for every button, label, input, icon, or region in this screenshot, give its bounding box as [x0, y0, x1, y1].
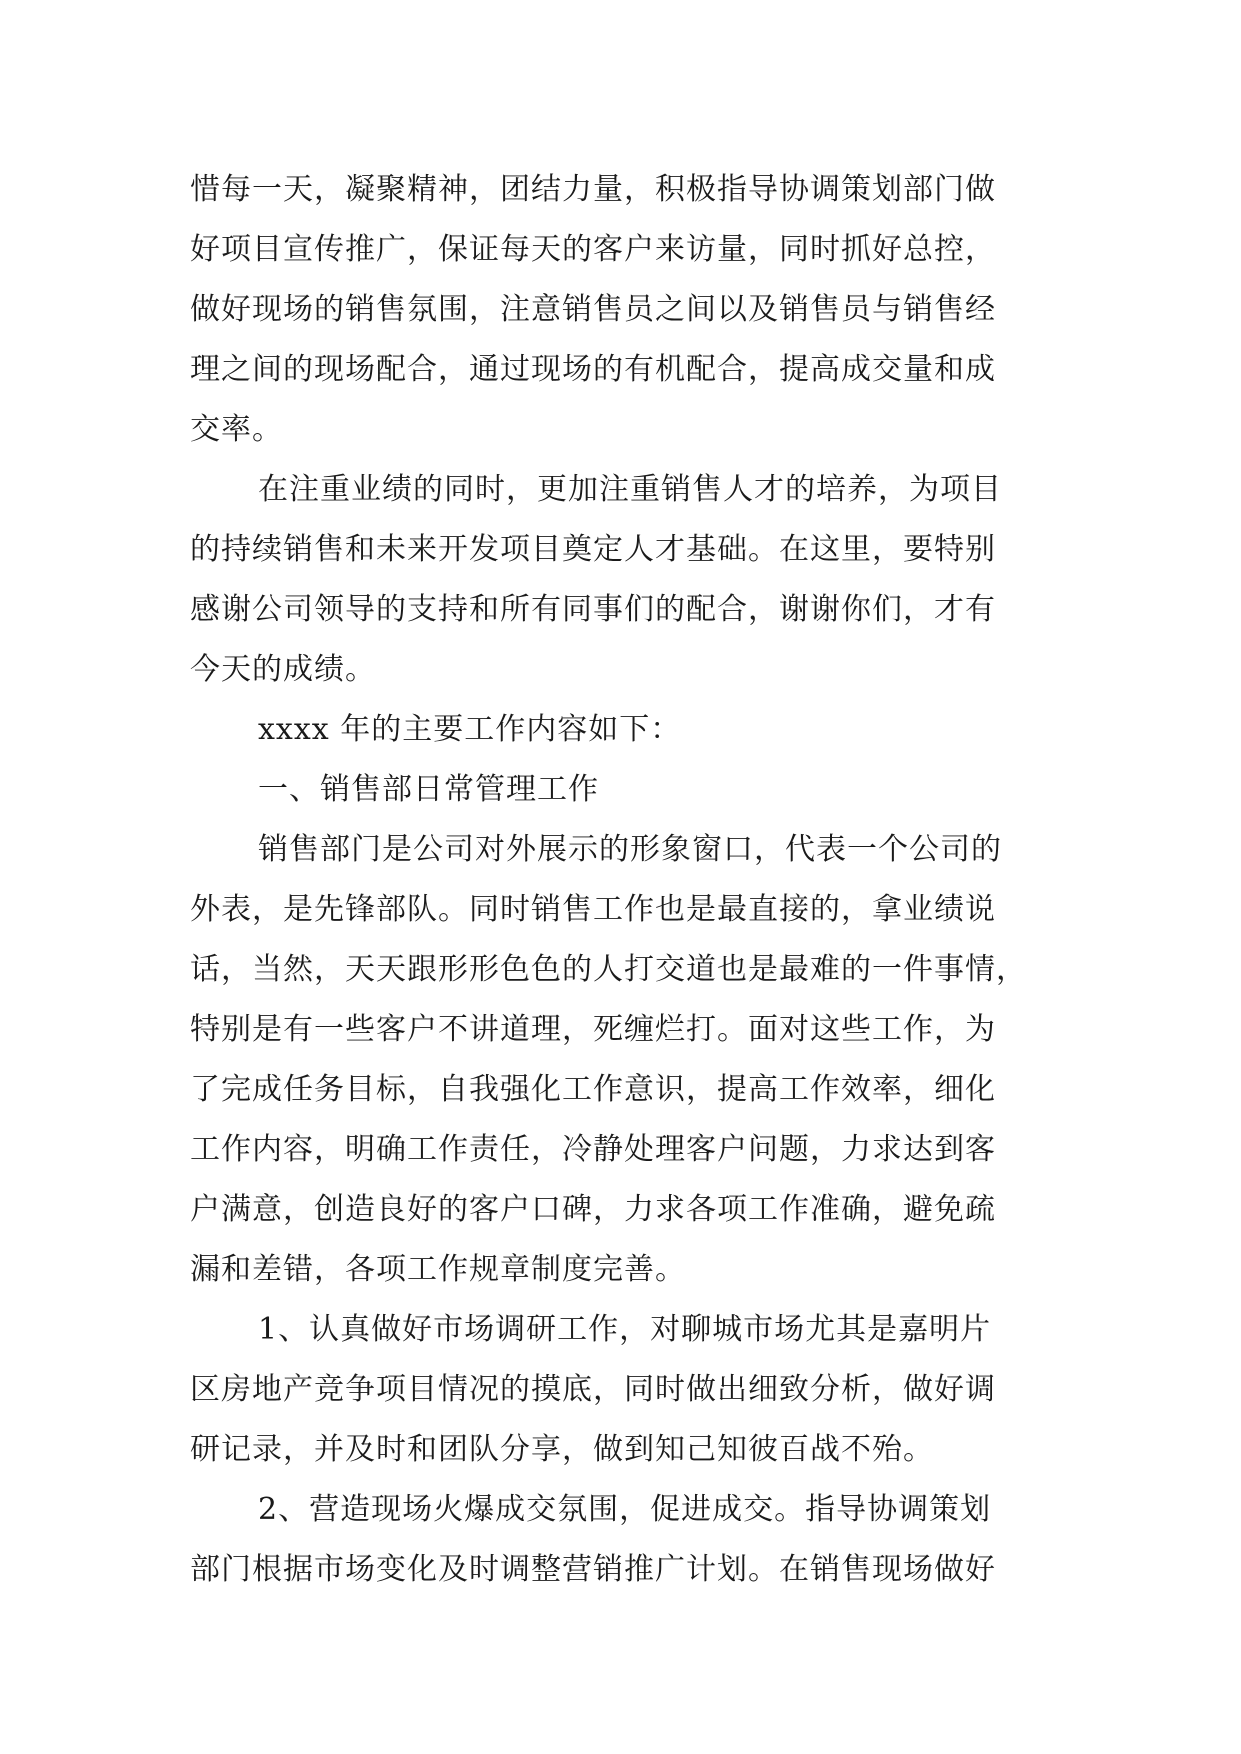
text-line: 交率。	[190, 412, 283, 447]
text-line: 话，当然，天天跟形形色色的人打交道也是最难的一件事情，	[190, 952, 1027, 987]
text-line: 区房地产竞争项目情况的摸底，同时做出细致分析，做好调	[190, 1372, 996, 1407]
text-line: 外表，是先锋部队。同时销售工作也是最直接的，拿业绩说	[190, 892, 996, 927]
paragraph-start-line: 销售部门是公司对外展示的形象窗口，代表一个公司的	[258, 832, 1002, 867]
text-line: 工作内容，明确工作责任，冷静处理客户问题，力求达到客	[190, 1132, 996, 1167]
text-line: 惜每一天，凝聚精神，团结力量，积极指导协调策划部门做	[190, 172, 996, 207]
text-line: 特别是有一些客户不讲道理，死缠烂打。面对这些工作，为	[190, 1012, 996, 1047]
text-line: 今天的成绩。	[190, 652, 376, 687]
text-line: 的持续销售和未来开发项目奠定人才基础。在这里，要特别	[190, 532, 996, 567]
document-body	[190, 160, 1050, 1600]
text-line: 漏和差错，各项工作规章制度完善。	[190, 1252, 686, 1287]
text-line: 感谢公司领导的支持和所有同事们的配合，谢谢你们，才有	[190, 592, 996, 627]
text-line: 好项目宣传推广，保证每天的客户来访量，同时抓好总控，	[190, 232, 996, 267]
list-item-start-line: 1、认真做好市场调研工作，对聊城市场尤其是嘉明片	[258, 1312, 992, 1347]
text-line: 理之间的现场配合，通过现场的有机配合，提高成交量和成	[190, 352, 996, 387]
text-line: 部门根据市场变化及时调整营销推广计划。在销售现场做好	[190, 1552, 996, 1587]
text-line: 户满意，创造良好的客户口碑，力求各项工作准确，避免疏	[190, 1192, 996, 1227]
text-line: 研记录，并及时和团队分享，做到知己知彼百战不殆。	[190, 1432, 934, 1467]
paragraph-start-line: 在注重业绩的同时，更加注重销售人才的培养，为项目	[258, 472, 1002, 507]
list-item-start-line: 2、营造现场火爆成交氛围，促进成交。指导协调策划	[258, 1492, 992, 1527]
section-intro-line: xxxx 年的主要工作内容如下：	[258, 712, 682, 747]
section-heading: 一、销售部日常管理工作	[258, 772, 599, 807]
text-line: 做好现场的销售氛围，注意销售员之间以及销售员与销售经	[190, 292, 996, 327]
text-line: 了完成任务目标，自我强化工作意识，提高工作效率，细化	[190, 1072, 996, 1107]
